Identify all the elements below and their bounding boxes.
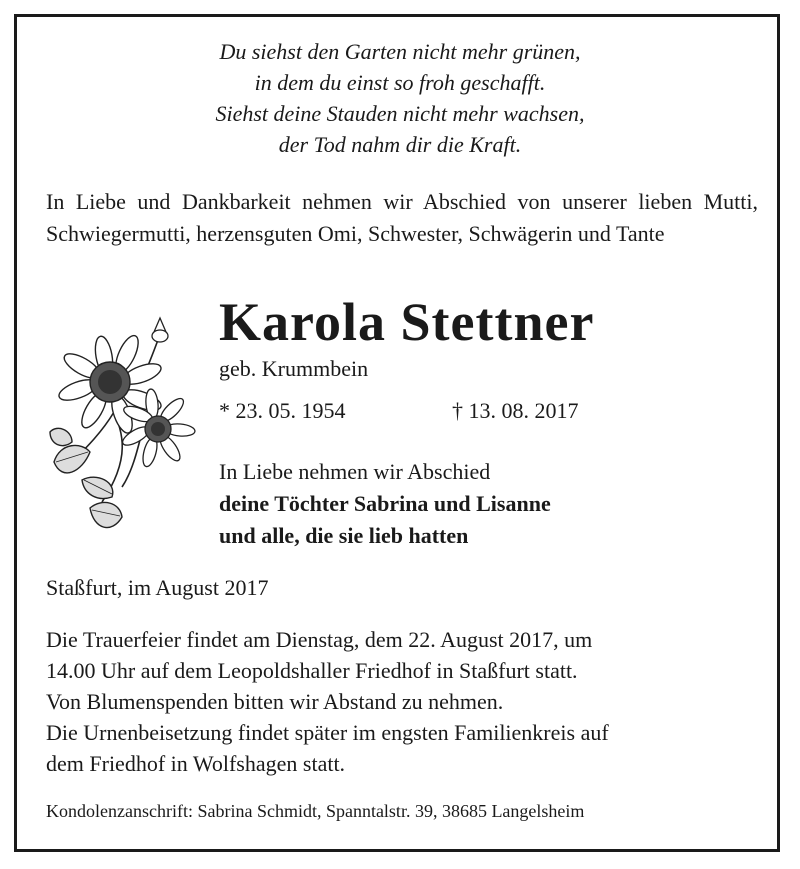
condolence-address: Kondolenzanschrift: Sabrina Schmidt, Spanntalstr. 39, 38685 Langelsheim — [46, 801, 585, 821]
poem-line: Du siehst den Garten nicht mehr grünen, — [219, 39, 581, 64]
poem-line: Siehst deine Stauden nicht mehr wachsen, — [215, 101, 585, 126]
family-daughters: deine Töchter Sabrina und Lisanne — [219, 491, 551, 516]
birth-date: * 23. 05. 1954 — [219, 398, 346, 423]
poem-line: der Tod nahm dir die Kraft. — [278, 132, 522, 157]
details-line: Die Trauerfeier findet am Dienstag, dem 22. August 2017, um — [46, 627, 593, 652]
family-intro: In Liebe nehmen wir Abschied — [219, 459, 491, 484]
sunflower-illustration — [42, 312, 212, 540]
details-line: dem Friedhof in Wolfshagen statt. — [46, 751, 346, 776]
family-others: und alle, die sie lieb hatten — [219, 523, 469, 548]
details-line: Die Urnenbeisetzung findet später im engsten Familienkreis auf — [46, 720, 609, 745]
details-line: 14.00 Uhr auf dem Leopoldshaller Friedhof in Staßfurt statt. — [46, 658, 578, 683]
place-date: Staßfurt, im August 2017 — [46, 575, 269, 600]
poem-line: in dem du einst so froh geschafft. — [254, 70, 546, 95]
deceased-name: Karola Stettner — [219, 292, 595, 352]
family-block — [219, 456, 551, 552]
intro-text: In Liebe und Dankbarkeit nehmen wir Abschied von unserer lieben Mutti, Schwiegermutti, herzensguten Omi, Schwester, Schwägerin und Tante — [46, 189, 758, 246]
death-date: † 13. 08. 2017 — [452, 398, 579, 423]
birth-name: geb. Krummbein — [219, 356, 369, 381]
poem — [0, 36, 800, 160]
service-details — [46, 624, 758, 779]
details-line: Von Blumenspenden bitten wir Abstand zu nehmen. — [46, 689, 504, 714]
